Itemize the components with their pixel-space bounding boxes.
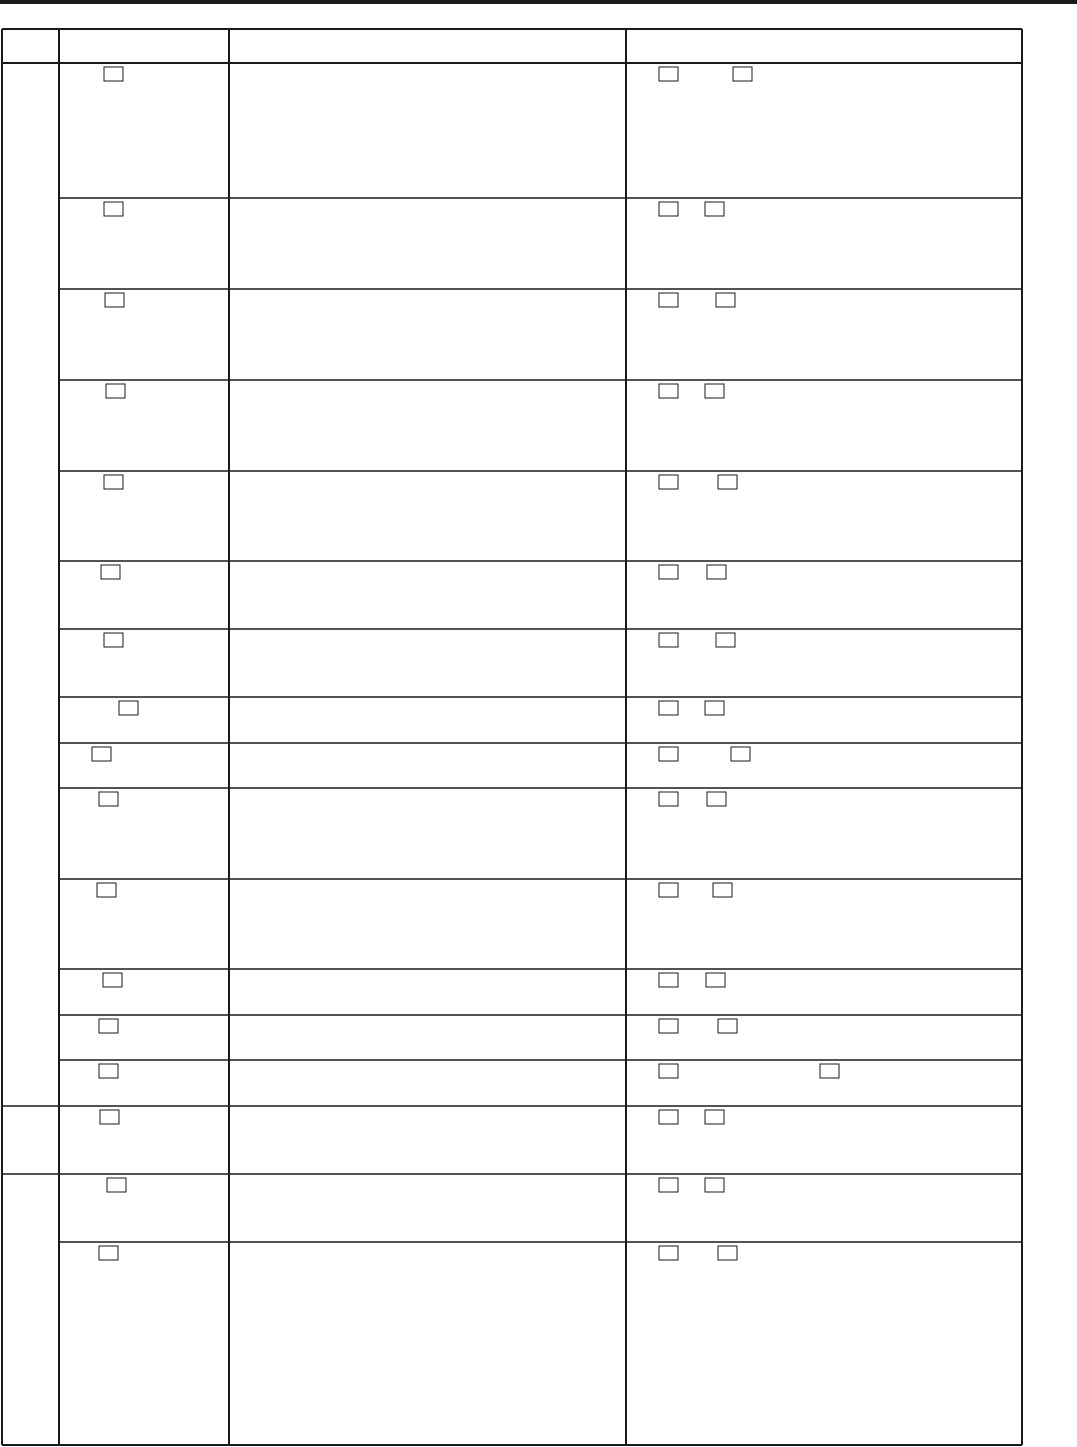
item-ref-box xyxy=(100,1110,119,1124)
item-ref-box xyxy=(99,1019,118,1033)
item-ref-box xyxy=(92,747,111,761)
remark-ref-box xyxy=(659,701,678,715)
item-ref-box xyxy=(104,633,123,647)
item-ref-box xyxy=(101,565,120,579)
remark-ref-box xyxy=(707,792,726,806)
item-ref-box xyxy=(105,293,124,307)
remark-ref-box xyxy=(718,1246,737,1260)
item-ref-box xyxy=(104,67,123,81)
remark-ref-box xyxy=(705,384,724,398)
remark-ref-box xyxy=(659,1178,678,1192)
remark-ref-box xyxy=(718,1019,737,1033)
remark-ref-box xyxy=(659,633,678,647)
remark-ref-box xyxy=(659,747,678,761)
remark-ref-box xyxy=(659,293,678,307)
remark-ref-box xyxy=(705,701,724,715)
remark-ref-box xyxy=(713,883,732,897)
item-ref-box xyxy=(99,1064,118,1078)
remark-ref-box xyxy=(718,475,737,489)
remark-ref-box xyxy=(716,633,735,647)
item-ref-box xyxy=(99,1246,118,1260)
item-ref-box xyxy=(103,973,122,987)
item-ref-box xyxy=(107,1178,126,1192)
item-ref-box xyxy=(104,475,123,489)
remark-ref-box xyxy=(659,384,678,398)
remark-ref-box xyxy=(659,883,678,897)
item-ref-box xyxy=(99,792,118,806)
remark-ref-box xyxy=(659,565,678,579)
remark-ref-box xyxy=(705,1110,724,1124)
remark-ref-box xyxy=(705,1178,724,1192)
reference-boxes xyxy=(92,67,839,1260)
item-ref-box xyxy=(104,202,123,216)
remark-ref-box xyxy=(705,202,724,216)
remark-ref-box xyxy=(820,1064,839,1078)
item-ref-box xyxy=(97,883,116,897)
remark-ref-box xyxy=(716,293,735,307)
remark-ref-box xyxy=(659,792,678,806)
remark-ref-box xyxy=(659,67,678,81)
table-grid xyxy=(2,29,1022,1445)
remark-ref-box xyxy=(659,1019,678,1033)
remark-ref-box xyxy=(659,202,678,216)
remark-ref-box xyxy=(659,1246,678,1260)
remark-ref-box xyxy=(659,1110,678,1124)
item-ref-box xyxy=(119,701,138,715)
remark-ref-box xyxy=(659,1064,678,1078)
remark-ref-box xyxy=(707,565,726,579)
remark-ref-box xyxy=(706,973,725,987)
item-ref-box xyxy=(106,384,125,398)
remark-ref-box xyxy=(733,67,752,81)
remark-ref-box xyxy=(659,475,678,489)
remark-ref-box xyxy=(659,973,678,987)
remark-ref-box xyxy=(731,747,750,761)
